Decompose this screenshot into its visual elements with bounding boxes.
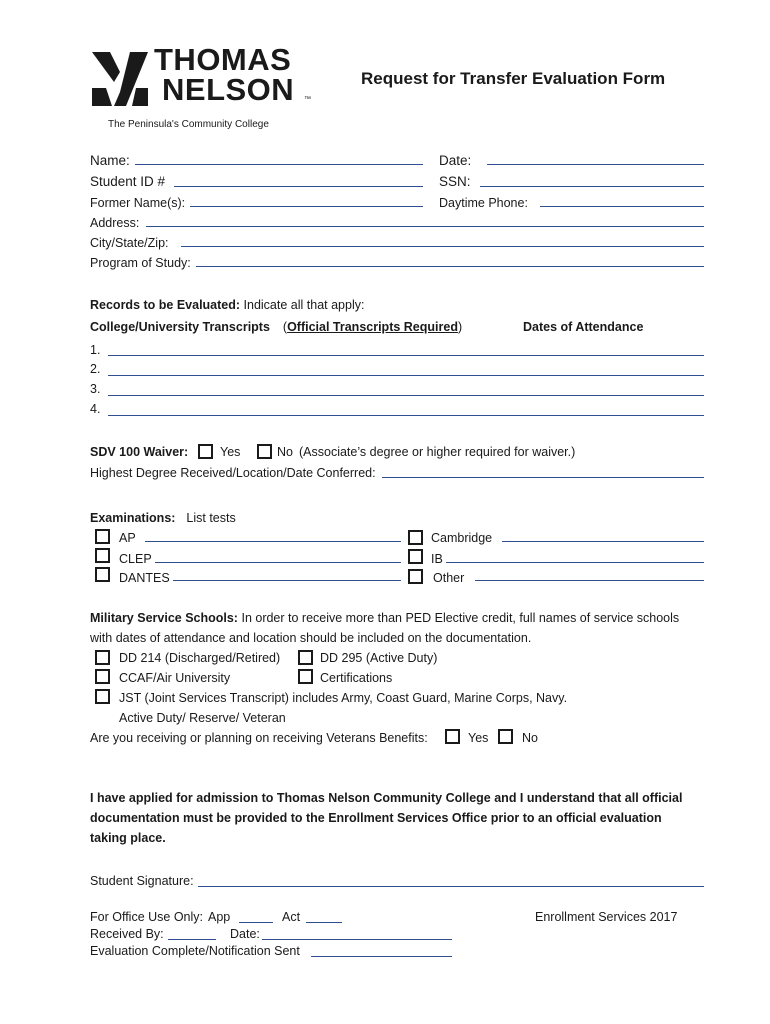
student-id-label: Student ID # xyxy=(90,174,166,189)
statement-line-3: taking place. xyxy=(90,831,166,845)
records-heading-row xyxy=(90,298,364,312)
exam-ap-field[interactable] xyxy=(145,541,401,542)
logo-tagline: The Peninsula's Community College xyxy=(108,119,269,130)
exam-clep-field[interactable] xyxy=(155,562,401,563)
name-field[interactable] xyxy=(135,164,423,165)
jst-label: JST (Joint Services Transcript) includes Army, Coast Guard, Marine Corps, Navy. xyxy=(119,691,568,705)
sdv-yes-label: Yes xyxy=(220,445,241,459)
transcript-row-1-field[interactable] xyxy=(108,355,704,356)
military-label: Military Service Schools: xyxy=(90,611,238,625)
veterans-no-checkbox[interactable] xyxy=(498,729,513,744)
examinations-label: Examinations: xyxy=(90,511,176,525)
address-label: Address: xyxy=(90,216,140,230)
exam-other-checkbox[interactable] xyxy=(408,569,423,584)
former-names-field[interactable] xyxy=(190,206,423,207)
transcript-row-1-label: 1. xyxy=(90,343,101,357)
ccaf-label: CCAF/Air University xyxy=(119,671,231,685)
dd214-label: DD 214 (Discharged/Retired) xyxy=(119,651,281,665)
city-state-zip-field[interactable] xyxy=(181,246,704,247)
exam-ib-field[interactable] xyxy=(446,562,704,563)
program-field[interactable] xyxy=(196,266,704,267)
name-label: Name: xyxy=(90,153,130,168)
logo-name-line2: NELSON xyxy=(162,72,295,107)
veterans-benefits-question: Are you receiving or planning on receiving Veterans Benefits: xyxy=(90,731,428,745)
transcript-row-3-field[interactable] xyxy=(108,395,704,396)
exam-clep-label: CLEP xyxy=(119,552,152,566)
date-label: Date: xyxy=(439,153,472,168)
sdv-no-checkbox[interactable] xyxy=(257,444,272,459)
examinations-row xyxy=(90,511,236,525)
transcripts-row xyxy=(90,320,462,334)
logo-name-line1: THOMAS xyxy=(154,42,292,77)
records-instruction: Indicate all that apply: xyxy=(243,298,365,312)
exam-other-field[interactable] xyxy=(475,580,704,581)
exam-ib-label: IB xyxy=(431,552,443,566)
highest-degree-field[interactable] xyxy=(382,477,704,478)
sdv-waiver-label: SDV 100 Waiver: xyxy=(90,445,189,459)
daytime-phone-label: Daytime Phone: xyxy=(439,196,528,210)
transcript-row-3-label: 3. xyxy=(90,382,101,396)
office-app-label: App xyxy=(208,910,231,924)
office-app-field[interactable] xyxy=(239,922,273,923)
evaluation-complete-field[interactable] xyxy=(311,956,452,957)
military-text-2: with dates of attendance and location should be included on the documentation. xyxy=(90,631,532,645)
exam-cambridge-label: Cambridge xyxy=(431,531,493,545)
statement-line-2: documentation must be provided to the Enrollment Services Office prior to an official evaluation xyxy=(90,811,662,825)
address-field[interactable] xyxy=(146,226,704,227)
highest-degree-label: Highest Degree Received/Location/Date Conferred: xyxy=(90,466,376,480)
program-label: Program of Study: xyxy=(90,256,191,270)
transcripts-label: College/University Transcripts xyxy=(90,320,270,334)
office-use-label: For Office Use Only: xyxy=(90,910,203,924)
office-date-label: Date: xyxy=(230,927,260,941)
evaluation-complete-label: Evaluation Complete/Notification Sent xyxy=(90,944,300,958)
office-act-field[interactable] xyxy=(306,922,342,923)
date-field[interactable] xyxy=(487,164,704,165)
form-title: Request for Transfer Evaluation Form xyxy=(361,69,666,88)
paren-close: ) xyxy=(457,320,463,334)
veterans-yes-label: Yes xyxy=(468,731,489,745)
dd295-label: DD 295 (Active Duty) xyxy=(320,651,438,665)
jst-label-2: Active Duty/ Reserve/ Veteran xyxy=(119,711,286,725)
logo-mark-icon xyxy=(92,48,148,106)
statement-line-1: I have applied for admission to Thomas Nelson Community College and I understand that all official xyxy=(90,791,683,805)
certifications-label: Certifications xyxy=(320,671,393,685)
exam-dantes-field[interactable] xyxy=(173,580,401,581)
dates-of-attendance-label: Dates of Attendance xyxy=(523,320,644,334)
ccaf-checkbox[interactable] xyxy=(95,669,110,684)
dd295-checkbox[interactable] xyxy=(298,650,313,665)
exam-dantes-label: DANTES xyxy=(119,571,170,585)
exam-cambridge-field[interactable] xyxy=(502,541,704,542)
signature-field[interactable] xyxy=(198,886,704,887)
exam-clep-checkbox[interactable] xyxy=(95,548,110,563)
office-date-field[interactable] xyxy=(262,939,452,940)
city-state-zip-label: City/State/Zip: xyxy=(90,236,169,250)
transcript-row-4-label: 4. xyxy=(90,402,101,416)
logo-trademark: ™ xyxy=(304,96,311,103)
college-logo xyxy=(92,44,322,134)
sdv-yes-checkbox[interactable] xyxy=(198,444,213,459)
military-text-1: In order to receive more than PED Elective credit, full names of service schools xyxy=(241,611,680,625)
certifications-checkbox[interactable] xyxy=(298,669,313,684)
veterans-yes-checkbox[interactable] xyxy=(445,729,460,744)
exam-ap-label: AP xyxy=(119,531,136,545)
footer-enrollment-services: Enrollment Services 2017 xyxy=(535,910,678,924)
received-by-label: Received By: xyxy=(90,927,164,941)
office-act-label: Act xyxy=(282,910,301,924)
official-required-note: Official Transcripts Required xyxy=(287,320,458,334)
student-id-field[interactable] xyxy=(174,186,423,187)
daytime-phone-field[interactable] xyxy=(540,206,704,207)
exam-dantes-checkbox[interactable] xyxy=(95,567,110,582)
ssn-field[interactable] xyxy=(480,186,704,187)
exam-ap-checkbox[interactable] xyxy=(95,529,110,544)
sdv-no-label: No xyxy=(277,445,293,459)
sdv-waiver-note: (Associate’s degree or higher required for waiver.) xyxy=(299,445,576,459)
exam-ib-checkbox[interactable] xyxy=(408,549,423,564)
transcript-row-2-label: 2. xyxy=(90,362,101,376)
ssn-label: SSN: xyxy=(439,174,471,189)
exam-other-label: Other xyxy=(433,571,465,585)
signature-label: Student Signature: xyxy=(90,874,194,888)
transcript-row-4-field[interactable] xyxy=(108,415,704,416)
former-names-label: Former Name(s): xyxy=(90,196,186,210)
examinations-instruction: List tests xyxy=(186,511,236,525)
records-heading: Records to be Evaluated: xyxy=(90,298,241,312)
jst-checkbox[interactable] xyxy=(95,689,110,704)
exam-cambridge-checkbox[interactable] xyxy=(408,530,423,545)
paren-open: ( xyxy=(282,320,288,334)
dd214-checkbox[interactable] xyxy=(95,650,110,665)
transcript-row-2-field[interactable] xyxy=(108,375,704,376)
military-row-1 xyxy=(90,611,679,625)
received-by-field[interactable] xyxy=(168,939,216,940)
veterans-no-label: No xyxy=(522,731,538,745)
